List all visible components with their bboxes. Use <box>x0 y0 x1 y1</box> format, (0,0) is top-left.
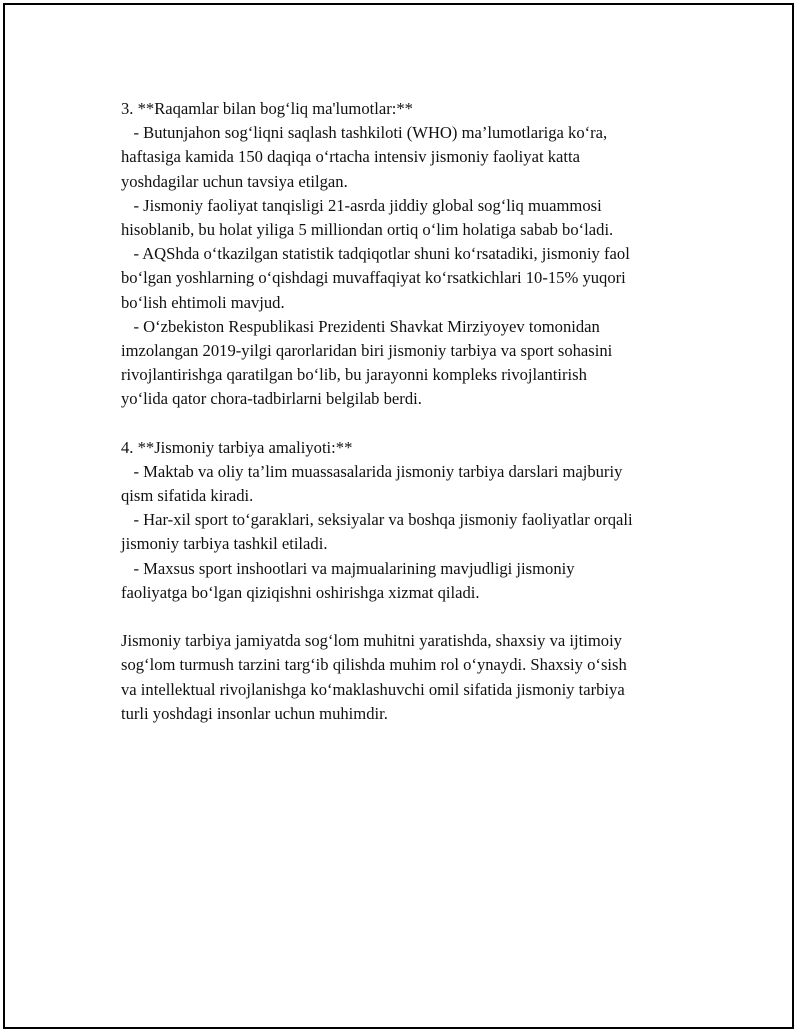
text-line: haftasiga kamida 150 daqiqa o‘rtacha intensiv jismoniy faoliyat katta <box>121 147 580 167</box>
text-line: imzolangan 2019-yilgi qarorlaridan biri jismoniy tarbiya va sport sohasini <box>121 340 613 360</box>
paragraph-gap <box>121 605 701 629</box>
text-line: hisoblanib, bu holat yiliga 5 milliondan ortiq o‘lim holatiga sabab bo‘ladi. <box>121 219 614 239</box>
section-practice <box>121 436 701 605</box>
text-line: turli yoshdagi insonlar uchun muhimdir. <box>121 703 388 723</box>
text-line: bo‘lish ehtimoli mavjud. <box>121 292 285 312</box>
section-conclusion <box>121 629 701 726</box>
text-line: sog‘lom turmush tarzini targ‘ib qilishda muhim rol o‘ynaydi. Shaxsiy o‘sish <box>121 655 627 675</box>
document-page <box>3 3 794 1029</box>
text-line: rivojlantirishga qaratilgan bo‘lib, bu jarayonni kompleks rivojlantirish <box>121 365 587 385</box>
section-statistics <box>121 97 701 411</box>
section-heading: 4. **Jismoniy tarbiya amaliyoti:** <box>121 437 353 457</box>
text-line: - Har-xil sport to‘garaklari, seksiyalar va boshqa jismoniy faoliyatlar orqali <box>121 510 633 530</box>
text-line: - Jismoniy faoliyat tanqisligi 21-asrda jiddiy global sog‘liq muammosi <box>121 195 602 215</box>
text-line: - O‘zbekiston Respublikasi Prezidenti Shavkat Mirziyoyev tomonidan <box>121 316 600 336</box>
text-line: bo‘lgan yoshlarning o‘qishdagi muvaffaqiyat ko‘rsatkichlari 10-15% yuqori <box>121 268 626 288</box>
text-line: - AQShda o‘tkazilgan statistik tadqiqotlar shuni ko‘rsatadiki, jismoniy faol <box>121 244 630 264</box>
text-line: Jismoniy tarbiya jamiyatda sog‘lom muhitni yaratishda, shaxsiy va ijtimoiy <box>121 631 622 651</box>
text-line: - Maxsus sport inshootlari va majmualarining mavjudligi jismoniy <box>121 558 575 578</box>
text-line: qism sifatida kiradi. <box>121 486 254 505</box>
text-line: - Maktab va oliy ta’lim muassasalarida jismoniy tarbiya darslari majburiy <box>121 461 623 481</box>
section-heading: 3. **Raqamlar bilan bog‘liq ma'lumotlar:** <box>121 99 413 118</box>
text-line: - Butunjahon sog‘liqni saqlash tashkiloti (WHO) ma’lumotlariga ko‘ra, <box>121 123 608 143</box>
text-line: jismoniy tarbiya tashkil etiladi. <box>121 534 328 554</box>
document-body <box>121 97 701 726</box>
text-line: yoshdagilar uchun tavsiya etilgan. <box>121 171 348 191</box>
text-line: va intellektual rivojlanishga ko‘maklashuvchi omil sifatida jismoniy tarbiya <box>121 679 625 699</box>
text-line: faoliyatga bo‘lgan qiziqishni oshirishga xizmat qiladi. <box>121 582 480 602</box>
paragraph-gap <box>121 411 701 435</box>
text-line: yo‘lida qator chora-tadbirlarni belgilab berdi. <box>121 389 422 409</box>
